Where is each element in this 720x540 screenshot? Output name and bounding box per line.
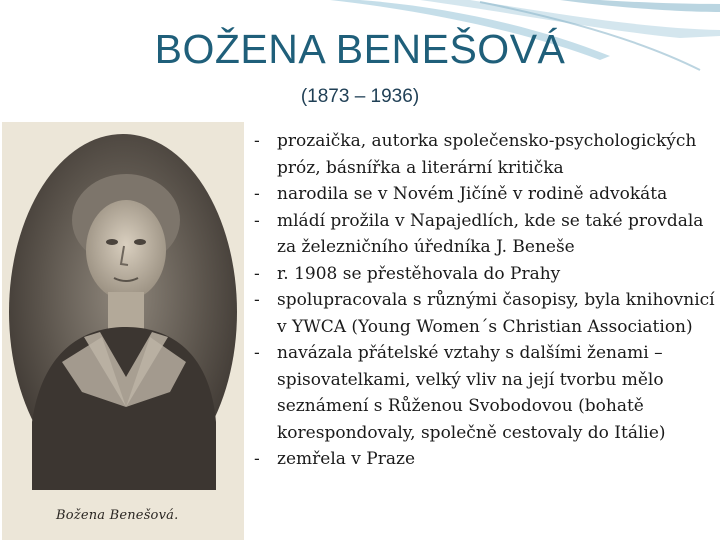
list-item — [252, 128, 716, 181]
bullet-marker: - — [254, 210, 260, 231]
bullet-marker: - — [254, 290, 260, 310]
bullet-text: spolupracovala s různými časopisy, byla knihovnicí v YWCA (Young Women´s Christian Association) — [277, 290, 715, 337]
bullet-text: r. 1908 se přestěhovala do Prahy — [277, 263, 561, 284]
portrait-image — [2, 122, 244, 540]
slide-title: BOŽENA BENEŠOVÁ — [154, 26, 566, 72]
list-item — [252, 287, 716, 340]
bullet-marker: - — [254, 184, 260, 204]
list-item — [252, 446, 716, 473]
list-item — [252, 340, 716, 446]
bullet-text: narodila se v Novém Jičíně v rodině advokáta — [277, 184, 668, 204]
portrait-caption: Božena Benešová. — [56, 508, 179, 523]
bullet-text: zemřela v Praze — [277, 449, 416, 469]
list-item — [252, 181, 716, 208]
biography-list — [252, 128, 716, 473]
list-item — [252, 261, 716, 288]
list-item — [252, 208, 716, 261]
bullet-text: navázala přátelské vztahy s dalšími ženami – spisovatelkami, velký vliv na její tvorbu mělo seznámení s Růženou Svobodovou (bohatě korespondovaly, společně cestovaly do Itálie) — [277, 343, 666, 443]
bullet-marker: - — [254, 131, 260, 151]
portrait-photo — [2, 122, 244, 540]
bullet-text: prozaička, autorka společensko-psychologických próz, básnířka a literární kritička — [277, 131, 697, 178]
bullet-text: mládí prožila v Napajedlích, kde se také provdala za železničního úředníka J. Beneše — [277, 210, 704, 257]
bullet-marker: - — [254, 263, 260, 284]
bullet-marker: - — [254, 343, 260, 363]
slide-years: (1873 – 1936) — [300, 86, 420, 107]
bullet-marker: - — [254, 449, 260, 469]
